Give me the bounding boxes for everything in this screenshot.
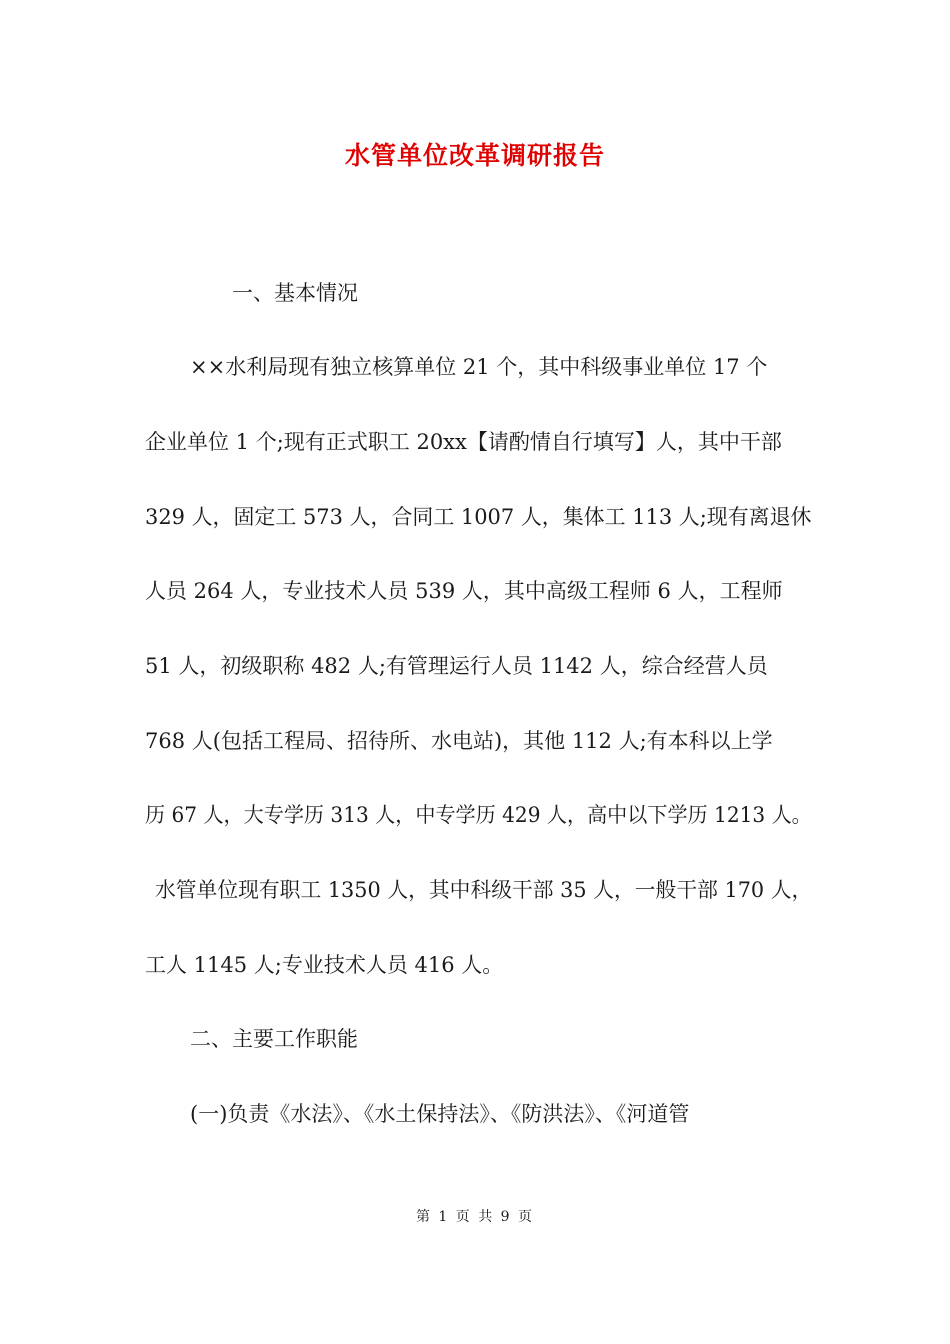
section-heading-basic: 一、基本情况 bbox=[232, 281, 358, 305]
paragraph-line: 768 人(包括工程局、招待所、水电站)，其他 112 人;有本科以上学 bbox=[145, 729, 773, 753]
page-number-footer: 第 1 页 共 9 页 bbox=[415, 1209, 535, 1225]
paragraph-line: (一)负责《水法》、《水土保持法》、《防洪法》、《河道管 bbox=[190, 1102, 690, 1126]
paragraph-line: 水管单位现有职工 1350 人，其中科级干部 35 人，一般干部 170 人， bbox=[155, 878, 813, 902]
paragraph-line: 人员 264 人，专业技术人员 539 人，其中高级工程师 6 人，工程师 bbox=[145, 579, 783, 603]
paragraph-line: 51 人，初级职称 482 人;有管理运行人员 1142 人，综合经营人员 bbox=[145, 654, 768, 678]
paragraph-line: 329 人，固定工 573 人，合同工 1007 人，集体工 113 人;现有离退休 bbox=[145, 505, 812, 529]
section-heading-functions: 二、主要工作职能 bbox=[190, 1027, 358, 1051]
paragraph-line: 企业单位 1 个;现有正式职工 20xx【请酌情自行填写】人，其中干部 bbox=[145, 430, 782, 454]
paragraph-line: 工人 1145 人;专业技术人员 416 人。 bbox=[145, 953, 504, 977]
document-title: 水管单位改革调研报告 bbox=[344, 141, 605, 170]
paragraph-line: 历 67 人，大专学历 313 人，中专学历 429 人，高中以下学历 1213 人。 bbox=[145, 803, 812, 827]
paragraph-line: ××水利局现有独立核算单位 21 个，其中科级事业单位 17 个 bbox=[190, 355, 768, 379]
